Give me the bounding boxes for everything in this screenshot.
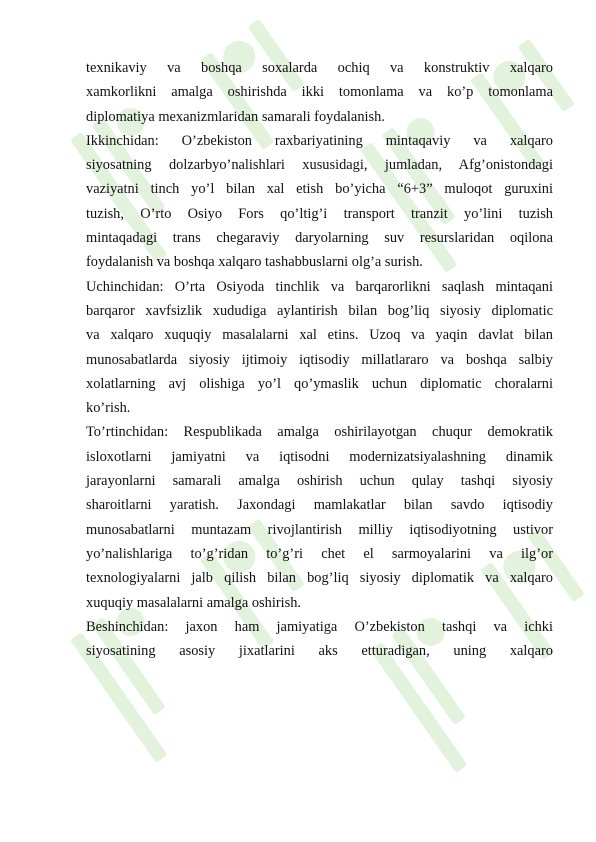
text-line: Ikkinchidan: O’zbekiston raxbariyatining mintaqaviy va xalqaro <box>86 132 553 149</box>
text-line: xuquqiy masalalarni amalga oshirish. <box>86 594 302 611</box>
text-line: foydalanish va boshqa xalqaro tashabbuslarni olg’a surish. <box>86 254 423 271</box>
text-line: barqaror xavfsizlik xududiga aylantirish bilan bog’liq siyosiy diplomatic <box>86 302 553 319</box>
text-line: munosabatlarni muntazam rivojlantirish milliy iqtisodiyotning ustivor <box>86 521 553 538</box>
text-line: mintaqadagi trans chegaraviy daryolarning suv resurslaridan oqilona <box>86 230 553 247</box>
paragraph-continuation <box>86 56 553 129</box>
document-body <box>86 56 553 663</box>
paragraph-uchinchidan <box>86 275 553 421</box>
text-line: xamkorlikni amalga oshirishda ikki tomonlama va ko’p tomonlama <box>86 84 553 101</box>
text-line: xolatlarning avj olishiga yo’l qo’ymaslik uchun diplomatic choralarni <box>86 375 553 392</box>
text-line: sharoitlarni yaratish. Jaxondagi mamlakatlar bilan savdo iqtisodiy <box>86 497 553 514</box>
text-line: texnologiyalarni jalb qilish bilan bog’liq siyosiy diplomatik va xalqaro <box>86 570 553 587</box>
text-line: va xalqaro xuquqiy masalalarni xal etins. Uzoq va yaqin davlat bilan <box>86 327 553 344</box>
text-line: diplomatiya mexanizmlaridan samarali foydalanish. <box>86 108 385 125</box>
text-line: jarayonlarni samarali amalga oshirish uchun qulay tashqi siyosiy <box>86 473 553 490</box>
text-line: texnikaviy va boshqa soxalarda ochiq va konstruktiv xalqaro <box>86 60 553 76</box>
text-line: tuzish, O’rto Osiyo Fors qo’ltig’i transport tranzit yo’lini tuzish <box>86 205 553 222</box>
text-line: yo’nalishlariga to’g’ridan to’g’ri chet el sarmoyalarini va ilg’or <box>86 545 553 562</box>
text-line: To’rtinchidan: Respublikada amalga oshirilayotgan chuqur demokratik <box>86 424 553 441</box>
text-line: ko’rish. <box>86 400 131 417</box>
paragraph-tortinchidan <box>86 420 553 614</box>
text-line: vaziyatni tinch yo’l bilan xal etish bo’yicha “6+3” muloqot guruxini <box>86 181 553 198</box>
text-line: Uchinchidan: O’rta Osiyoda tinchlik va barqarorlikni saqlash mintaqani <box>86 278 553 295</box>
text-line: munosabatlarda siyosiy ijtimoiy iqtisodiy millatlararo va boshqa salbiy <box>86 351 553 368</box>
text-line: siyosatning dolzarbyo’nalishlari xususidagi, jumladan, Afg’onistondagi <box>86 157 553 174</box>
text-line: isloxotlarni jamiyatni va iqtisodni modernizatsiyalashning dinamik <box>86 448 553 465</box>
paragraph-ikkinchidan <box>86 129 553 275</box>
paragraph-beshinchidan <box>86 615 553 664</box>
text-line: Beshinchidan: jaxon ham jamiyatiga O’zbekiston tashqi va ichki <box>86 618 553 635</box>
text-line: siyosatining asosiy jixatlarini aks etturadigan, uning xalqaro <box>86 643 553 660</box>
